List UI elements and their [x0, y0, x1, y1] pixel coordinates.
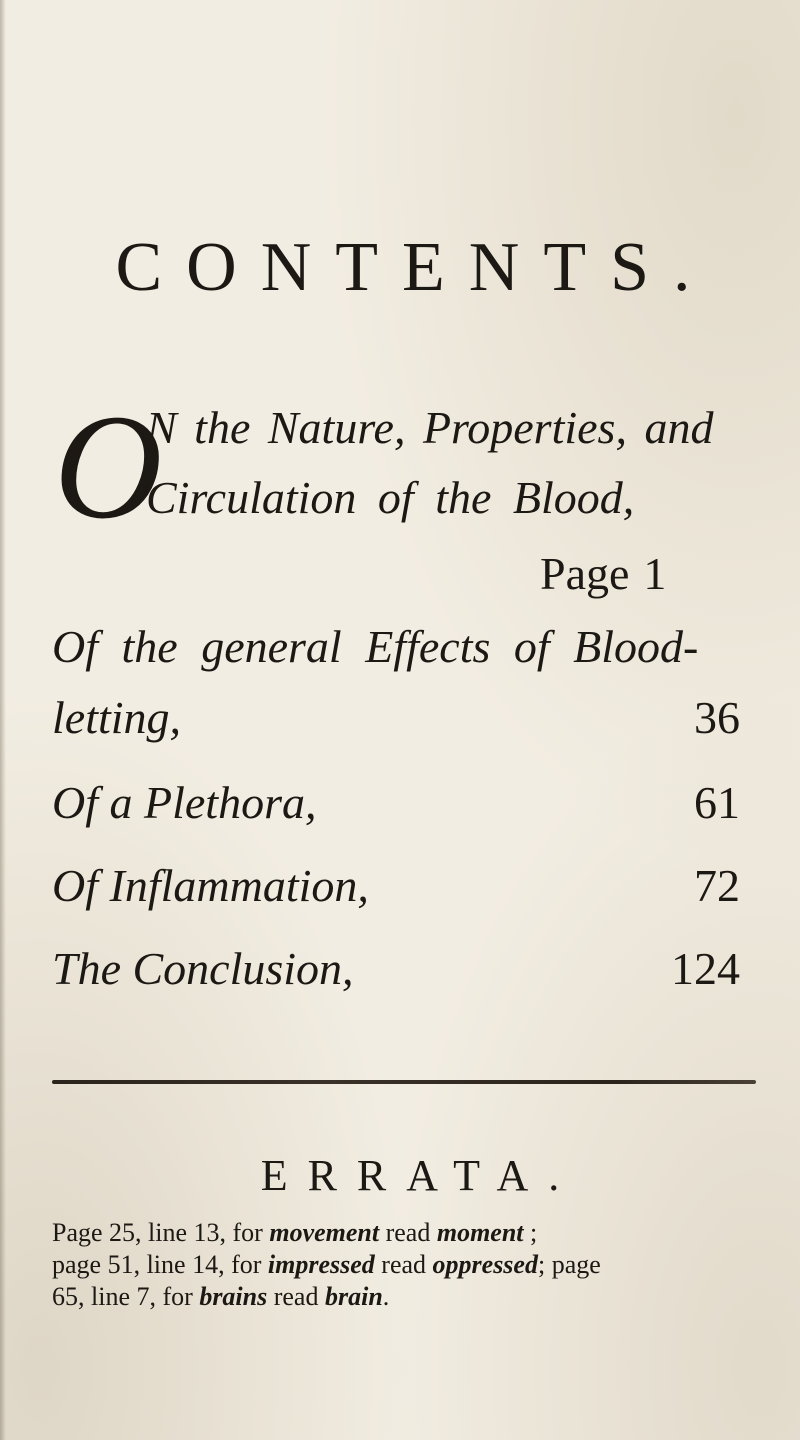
errata-correct-word: brain: [324, 1282, 383, 1311]
errata-heading: ERRATA.: [260, 1151, 580, 1200]
errata-text: read: [374, 1250, 433, 1279]
contents-heading: CONTENTS.: [115, 229, 715, 306]
toc-entry-5: The Conclusion,: [52, 943, 354, 994]
divider-rule: [52, 1080, 756, 1084]
page-number: 1: [643, 548, 667, 599]
toc-entry-4-page: 72: [694, 860, 740, 911]
errata-line-1: [52, 1218, 537, 1248]
toc-entry-2-line-2: letting,: [52, 692, 182, 743]
errata-text: 65, line 7, for: [52, 1282, 200, 1311]
errata-correct-word: oppressed: [432, 1250, 538, 1279]
errata-wrong-word: brains: [199, 1282, 268, 1311]
toc-entry-1-line-2: Circulation of the Blood,: [146, 472, 635, 523]
toc-entry-4: Of Inflammation,: [52, 860, 369, 911]
toc-entry-3-page: 61: [694, 777, 740, 828]
errata-line-3: [52, 1282, 389, 1312]
toc-entry-2-page: 36: [694, 692, 740, 743]
errata-text: ;: [523, 1218, 538, 1247]
errata-text: read: [267, 1282, 325, 1311]
errata-text: .: [382, 1282, 390, 1311]
errata-text: ; page: [537, 1250, 601, 1279]
errata-correct-word: moment: [436, 1218, 524, 1247]
errata-text: read: [379, 1218, 437, 1247]
toc-entry-1-line-1: N the Nature, Properties, and: [146, 402, 714, 453]
errata-text: page 51, line 14, for: [52, 1250, 268, 1279]
page-label: Page: [540, 548, 630, 599]
errata-line-2: [52, 1250, 601, 1280]
errata-wrong-word: movement: [269, 1218, 380, 1247]
toc-entry-1-page: [540, 547, 666, 600]
toc-entry-2-line-1: Of the general Effects of Blood-: [52, 621, 699, 672]
toc-entry-5-page: 124: [671, 943, 740, 994]
drop-cap: O: [54, 384, 163, 550]
page-edge-shadow: [0, 0, 6, 1440]
errata-wrong-word: impressed: [267, 1250, 375, 1279]
errata-text: Page 25, line 13, for: [52, 1218, 270, 1247]
toc-entry-3: Of a Plethora,: [52, 777, 317, 828]
